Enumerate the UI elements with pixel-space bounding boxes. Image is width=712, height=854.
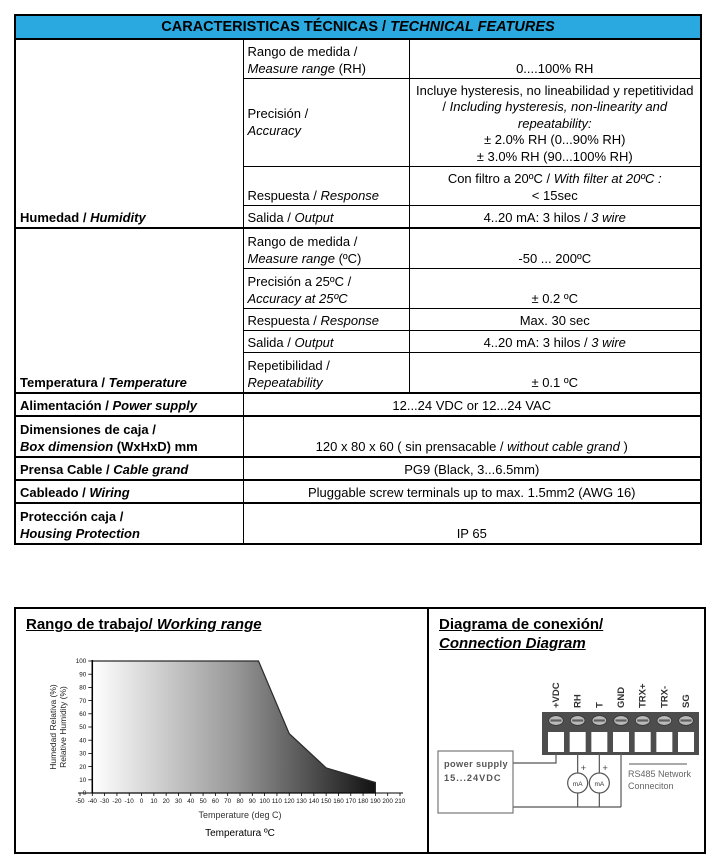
cell-rh-output-value — [409, 206, 701, 229]
terminal-slot — [570, 732, 586, 752]
cell-rh-response-value — [409, 167, 701, 206]
plus-sign: + — [580, 763, 587, 774]
box-label-en: Box dimension — [20, 438, 114, 454]
cell-gland-label — [15, 457, 243, 480]
x-tick-label: 70 — [224, 798, 232, 805]
cell-wiring-label — [15, 480, 243, 503]
temperature-label-es: Temperatura / — [20, 374, 109, 390]
cell-rh-response-property — [243, 167, 409, 206]
gland-label-es: Prensa Cable / — [20, 461, 114, 477]
t-output-value-es: 4..20 mA: 3 hilos / — [483, 334, 592, 350]
protection-label-en: Housing Protection — [20, 525, 140, 541]
rh-response-label-es: Respuesta / — [247, 187, 321, 203]
gland-label-en: Cable grand — [113, 461, 189, 477]
terminal-label: TRX- — [659, 685, 671, 708]
y-tick-label: 70 — [79, 697, 87, 705]
y-tick-label: 100 — [75, 658, 87, 666]
working-range-title-en: Working range — [156, 616, 262, 633]
working-range-chart — [42, 638, 422, 850]
y-tick-label: 90 — [79, 671, 87, 679]
y-tick-label: 30 — [79, 750, 87, 758]
box-label-unit: (WxHxD) mm — [113, 438, 198, 454]
y-tick-label: 20 — [79, 763, 87, 771]
cell-t-range-value: -50 ... 200ºC — [409, 228, 701, 269]
x-tick-label: 190 — [370, 798, 381, 805]
y-tick-label: 80 — [79, 684, 87, 692]
x-tick-label: 130 — [296, 798, 307, 805]
x-tick-label: 180 — [357, 798, 369, 805]
t-repeat-line2: Repeatability — [247, 374, 323, 390]
rh-accuracy-line1: Precisión / — [247, 106, 309, 121]
box-label-es: Dimensiones de caja / — [20, 422, 156, 437]
wiring-label-en: Wiring — [89, 484, 130, 500]
cell-box-label — [15, 416, 243, 457]
working-range-title-es: Rango de trabajo/ — [26, 616, 157, 633]
x-tick-label: 90 — [248, 798, 256, 805]
connection-diagram-title — [429, 609, 704, 653]
x-tick-label: 200 — [382, 798, 393, 805]
terminal-slot — [591, 732, 607, 752]
cell-rh-accuracy-value — [409, 79, 701, 167]
x-axis-label: Temperature (deg C) — [198, 810, 282, 820]
x-tick-label: -30 — [100, 798, 110, 805]
t-accuracy-line2: Accuracy at 25ºC — [247, 290, 348, 306]
t-response-label-en: Response — [320, 312, 380, 328]
plus-sign: + — [602, 763, 608, 774]
humidity-label-en: Humidity — [90, 209, 146, 225]
working-range-title — [16, 609, 427, 634]
power-label-en: Power supply — [112, 397, 197, 413]
x-tick-label: 20 — [162, 798, 170, 805]
power-supply-text: power supply — [444, 759, 509, 769]
x-tick-label: 120 — [283, 798, 295, 805]
connection-title-es: Diagrama de conexión/ — [439, 616, 604, 633]
x-axis-label-2: Temperatura ºC — [205, 828, 275, 839]
cell-rh-range-value: 0....100% RH — [409, 39, 701, 79]
x-tick-label: 210 — [394, 798, 406, 805]
y-tick-label: 10 — [79, 777, 87, 784]
cell-gland-value: PG9 (Black, 3...6.5mm) — [243, 457, 701, 480]
cell-protection-label — [15, 503, 243, 544]
cell-power-value: 12...24 VDC or 12...24 VAC — [243, 393, 701, 416]
cell-power-label — [15, 393, 243, 416]
row-t-range — [15, 228, 701, 269]
cell-temperature-category — [15, 228, 243, 393]
rh-response-value-es: Con filtro a 20ºC / — [447, 171, 554, 186]
power-label-es: Alimentación / — [20, 397, 113, 413]
x-tick-label: 150 — [320, 798, 332, 805]
row-rh-range — [15, 39, 701, 79]
x-tick-label: 100 — [259, 798, 270, 805]
terminal-label: +VDC — [551, 682, 562, 708]
wiring-label-es: Cableado / — [20, 484, 90, 500]
terminal-slot — [635, 732, 651, 752]
table-title-es: CARACTERISTICAS TÉCNICAS / — [161, 18, 391, 35]
rh-accuracy-value-es: Incluye hysteresis, no lineabilidad y repetitividad / — [416, 82, 694, 114]
temperature-label-en: Temperature — [108, 374, 187, 390]
box-value-en: without cable grand — [507, 438, 620, 454]
row-power-supply — [15, 393, 701, 416]
cell-t-repeat-value: ± 0.1 ºC — [409, 353, 701, 394]
y-tick-label: 0 — [82, 790, 87, 798]
cell-t-output-value — [409, 331, 701, 353]
cell-t-accuracy-property — [243, 269, 409, 309]
ma-meter-label: mA — [572, 781, 583, 788]
terminal-label: RH — [572, 694, 584, 708]
bottom-panels — [14, 607, 706, 854]
x-tick-label: -40 — [87, 798, 97, 805]
t-range-line1: Rango de medida / — [247, 234, 358, 249]
t-range-line2-italic: Measure range — [247, 250, 335, 266]
y-tick-label: 50 — [79, 724, 87, 732]
cell-t-repeat-property — [243, 353, 409, 394]
rh-output-label-es: Salida / — [247, 209, 295, 225]
x-tick-label: 80 — [236, 798, 244, 805]
cell-rh-range-property — [243, 39, 409, 79]
row-protection — [15, 503, 701, 544]
x-tick-label: 30 — [174, 798, 182, 805]
humidity-label-es: Humedad / — [20, 209, 91, 225]
x-tick-label: 160 — [333, 798, 344, 805]
x-tick-label: -20 — [112, 798, 122, 805]
terminal-label: GND — [616, 686, 628, 708]
cell-rh-accuracy-property — [243, 79, 409, 167]
terminal-slot — [613, 732, 629, 752]
rh-range-line2-unit: (RH) — [334, 60, 366, 76]
t-response-label-es: Respuesta / — [247, 312, 321, 328]
box-value-close: ) — [619, 438, 628, 454]
x-tick-label: 10 — [150, 798, 158, 805]
protection-label-es: Protección caja / — [20, 509, 124, 524]
technical-features-table — [14, 14, 702, 545]
rh-accuracy-value-en: Including hysteresis, non-linearity and repeatability: — [449, 99, 668, 131]
x-tick-label: -50 — [75, 798, 85, 805]
t-repeat-line1: Repetibilidad / — [247, 358, 330, 373]
table-title-en: TECHNICAL FEATURES — [390, 18, 555, 35]
box-value-es: 120 x 80 x 60 ( sin prensacable / — [315, 438, 508, 454]
table-title — [15, 15, 701, 39]
connection-title-en: Connection Diagram — [439, 635, 586, 652]
y-axis-label: Humedad Relativa (%)Relative Humidity (%) — [48, 684, 68, 770]
t-output-value-en: 3 wire — [591, 334, 626, 350]
t-range-line2-unit: (ºC) — [334, 250, 362, 266]
table-header-row — [15, 15, 701, 39]
rh-output-label-en: Output — [294, 209, 334, 225]
working-range-panel — [16, 609, 429, 852]
cell-t-response-value: Max. 30 sec — [409, 309, 701, 331]
t-output-label-en: Output — [294, 334, 334, 350]
cell-box-value — [243, 416, 701, 457]
row-wiring — [15, 480, 701, 503]
cell-protection-value: IP 65 — [243, 503, 701, 544]
row-box-dimension — [15, 416, 701, 457]
cell-t-range-property — [243, 228, 409, 269]
y-tick-label: 40 — [79, 737, 87, 745]
rh-output-value-en: 3 wire — [591, 209, 626, 225]
rh-range-line1: Rango de medida / — [247, 44, 358, 59]
rh-response-time: < 15sec — [531, 187, 578, 203]
cell-wiring-value: Pluggable screw terminals up to max. 1.5mm2 (AWG 16) — [243, 480, 701, 503]
rh-accuracy-line2: Accuracy — [247, 122, 301, 138]
rh-response-label-en: Response — [320, 187, 380, 203]
cell-rh-output-property — [243, 206, 409, 229]
cell-t-response-property — [243, 309, 409, 331]
rs485-label: RS485 Network — [628, 769, 692, 779]
rh-response-value-en: With filter at 20ºC : — [553, 171, 662, 186]
x-tick-label: 140 — [308, 798, 320, 805]
t-output-label-es: Salida / — [247, 334, 295, 350]
x-tick-label: 50 — [199, 798, 207, 805]
working-range-area — [92, 661, 375, 793]
t-accuracy-line1: Precisión a 25ºC / — [247, 274, 352, 289]
power-supply-text: 15...24VDC — [444, 773, 502, 783]
terminal-slot — [678, 732, 694, 752]
cell-t-output-property — [243, 331, 409, 353]
x-tick-label: 170 — [345, 798, 357, 805]
rh-output-value-es: 4..20 mA: 3 hilos / — [483, 209, 592, 225]
terminal-label: T — [594, 702, 606, 708]
rh-accuracy-tolerance-2: ± 3.0% RH (90...100% RH) — [476, 148, 633, 164]
ma-meter-label: mA — [594, 781, 605, 788]
x-tick-label: 110 — [271, 798, 282, 805]
x-tick-label: 0 — [139, 798, 144, 805]
rh-range-line2-italic: Measure range — [247, 60, 335, 76]
connection-diagram-panel — [429, 609, 704, 852]
terminal-label: TRX+ — [637, 683, 649, 708]
terminal-slot — [548, 732, 564, 752]
x-tick-label: 40 — [187, 798, 195, 805]
rh-accuracy-tolerance-1: ± 2.0% RH (0...90% RH) — [483, 132, 626, 147]
terminal-slot — [656, 732, 672, 752]
x-tick-label: 60 — [211, 798, 219, 805]
row-cable-gland — [15, 457, 701, 480]
x-tick-label: -10 — [124, 798, 134, 805]
y-tick-label: 60 — [79, 711, 87, 718]
terminal-label: SG — [681, 694, 693, 708]
cell-humidity-category — [15, 39, 243, 228]
rs485-label: Conneciton — [628, 781, 674, 791]
cell-t-accuracy-value: ± 0.2 ºC — [409, 269, 701, 309]
